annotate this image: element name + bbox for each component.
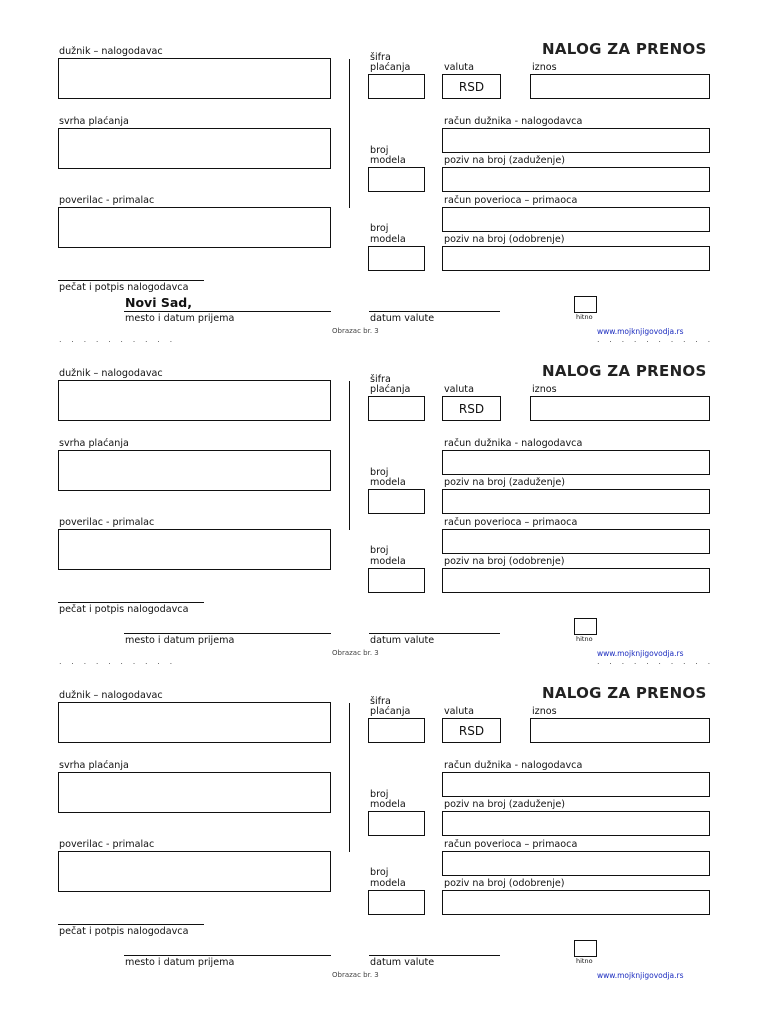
column-divider bbox=[349, 703, 350, 852]
urgent-checkbox[interactable] bbox=[574, 940, 597, 957]
creditor-account-field[interactable] bbox=[442, 207, 710, 232]
debit-model-field[interactable] bbox=[368, 811, 425, 836]
debtor-account-field[interactable] bbox=[442, 128, 710, 153]
payment-code-label-line2: plaćanja bbox=[370, 384, 411, 395]
model-number-label-line2: modela bbox=[370, 477, 406, 488]
urgent-label: hitno bbox=[576, 313, 593, 321]
creditor-account-label: račun poverioca – primaoca bbox=[444, 517, 578, 528]
debit-reference-field[interactable] bbox=[442, 167, 710, 192]
amount-field[interactable] bbox=[530, 74, 710, 99]
value-date-label: datum valute bbox=[370, 635, 435, 646]
value-date-line bbox=[369, 311, 500, 312]
place-date-label: mesto i datum prijema bbox=[125, 957, 235, 968]
urgent-checkbox[interactable] bbox=[574, 618, 597, 635]
payment-code-label-line2: plaćanja bbox=[370, 62, 411, 73]
payment-code-label-line1: šifra bbox=[370, 52, 391, 63]
amount-label: iznos bbox=[532, 384, 557, 395]
city-value: Novi Sad, bbox=[125, 295, 192, 310]
creditor-account-field[interactable] bbox=[442, 851, 710, 876]
signature-line bbox=[58, 924, 204, 925]
place-date-label: mesto i datum prijema bbox=[125, 635, 235, 646]
purpose-field[interactable] bbox=[58, 450, 331, 491]
debtor-label: dužnik – nalogodavac bbox=[59, 46, 163, 57]
urgent-label: hitno bbox=[576, 957, 593, 965]
payment-code-label-line2: plaćanja bbox=[370, 706, 411, 717]
debit-model-field[interactable] bbox=[368, 489, 425, 514]
payment-order-form-1 bbox=[0, 0, 768, 344]
model-number-label-line1: broj bbox=[370, 545, 389, 556]
value-date-label: datum valute bbox=[370, 313, 435, 324]
credit-reference-label: poziv na broj (odobrenje) bbox=[444, 234, 565, 245]
model-number-label-line1: broj bbox=[370, 867, 389, 878]
cut-line-right: . . . . . . . . . . bbox=[597, 657, 714, 666]
model-number-label-line1: broj bbox=[370, 223, 389, 234]
model-number-label-line2: modela bbox=[370, 556, 406, 567]
creditor-field[interactable] bbox=[58, 529, 331, 570]
website-link[interactable]: www.mojknjigovodja.rs bbox=[597, 649, 684, 658]
signature-label: pečat i potpis nalogodavca bbox=[59, 282, 189, 293]
debtor-label: dužnik – nalogodavac bbox=[59, 690, 163, 701]
debtor-field[interactable] bbox=[58, 58, 331, 99]
payment-code-field[interactable] bbox=[368, 396, 425, 421]
form-title: NALOG ZA PRENOS bbox=[542, 362, 707, 380]
form-title: NALOG ZA PRENOS bbox=[542, 684, 707, 702]
credit-model-field[interactable] bbox=[368, 246, 425, 271]
model-number-label-line1: broj bbox=[370, 789, 389, 800]
payment-code-label-line1: šifra bbox=[370, 696, 391, 707]
debtor-account-label: račun dužnika - nalogodavca bbox=[444, 760, 583, 771]
currency-label: valuta bbox=[444, 384, 474, 395]
purpose-label: svrha plaćanja bbox=[59, 438, 129, 449]
debtor-account-label: račun dužnika - nalogodavca bbox=[444, 438, 583, 449]
urgent-checkbox[interactable] bbox=[574, 296, 597, 313]
credit-reference-field[interactable] bbox=[442, 568, 710, 593]
debit-model-field[interactable] bbox=[368, 167, 425, 192]
creditor-account-label: račun poverioca – primaoca bbox=[444, 195, 578, 206]
debit-reference-field[interactable] bbox=[442, 489, 710, 514]
column-divider bbox=[349, 381, 350, 530]
model-number-label-line1: broj bbox=[370, 467, 389, 478]
creditor-field[interactable] bbox=[58, 851, 331, 892]
amount-field[interactable] bbox=[530, 396, 710, 421]
signature-line bbox=[58, 602, 204, 603]
model-number-label-line2: modela bbox=[370, 155, 406, 166]
form-number: Obrazac br. 3 bbox=[332, 649, 379, 657]
amount-field[interactable] bbox=[530, 718, 710, 743]
purpose-field[interactable] bbox=[58, 772, 331, 813]
debit-reference-label: poziv na broj (zaduženje) bbox=[444, 799, 565, 810]
creditor-field[interactable] bbox=[58, 207, 331, 248]
place-date-label: mesto i datum prijema bbox=[125, 313, 235, 324]
debtor-field[interactable] bbox=[58, 380, 331, 421]
model-number-label-line2: modela bbox=[370, 799, 406, 810]
signature-line bbox=[58, 280, 204, 281]
value-date-line bbox=[369, 633, 500, 634]
signature-label: pečat i potpis nalogodavca bbox=[59, 604, 189, 615]
credit-model-field[interactable] bbox=[368, 890, 425, 915]
signature-label: pečat i potpis nalogodavca bbox=[59, 926, 189, 937]
credit-reference-field[interactable] bbox=[442, 890, 710, 915]
debtor-field[interactable] bbox=[58, 702, 331, 743]
payment-code-field[interactable] bbox=[368, 74, 425, 99]
cut-line-right: . . . . . . . . . . bbox=[597, 335, 714, 344]
creditor-account-label: račun poverioca – primaoca bbox=[444, 839, 578, 850]
amount-label: iznos bbox=[532, 706, 557, 717]
currency-field: RSD bbox=[442, 396, 501, 421]
credit-reference-label: poziv na broj (odobrenje) bbox=[444, 556, 565, 567]
column-divider bbox=[349, 59, 350, 208]
form-number: Obrazac br. 3 bbox=[332, 971, 379, 979]
debtor-account-label: račun dužnika - nalogodavca bbox=[444, 116, 583, 127]
creditor-label: poverilac - primalac bbox=[59, 517, 155, 528]
place-date-line bbox=[124, 633, 331, 634]
credit-reference-label: poziv na broj (odobrenje) bbox=[444, 878, 565, 889]
credit-reference-field[interactable] bbox=[442, 246, 710, 271]
payment-code-label-line1: šifra bbox=[370, 374, 391, 385]
credit-model-field[interactable] bbox=[368, 568, 425, 593]
purpose-label: svrha plaćanja bbox=[59, 116, 129, 127]
value-date-label: datum valute bbox=[370, 957, 435, 968]
cut-line-left: . . . . . . . . . . bbox=[59, 335, 176, 344]
cut-line-left: . . . . . . . . . . bbox=[59, 657, 176, 666]
model-number-label-line1: broj bbox=[370, 145, 389, 156]
value-date-line bbox=[369, 955, 500, 956]
model-number-label-line2: modela bbox=[370, 234, 406, 245]
payment-order-form-2 bbox=[0, 322, 768, 666]
debtor-account-field[interactable] bbox=[442, 450, 710, 475]
currency-field: RSD bbox=[442, 74, 501, 99]
currency-field: RSD bbox=[442, 718, 501, 743]
urgent-label: hitno bbox=[576, 635, 593, 643]
debit-reference-label: poziv na broj (zaduženje) bbox=[444, 477, 565, 488]
creditor-label: poverilac - primalac bbox=[59, 839, 155, 850]
form-title: NALOG ZA PRENOS bbox=[542, 40, 707, 58]
amount-label: iznos bbox=[532, 62, 557, 73]
form-number: Obrazac br. 3 bbox=[332, 327, 379, 335]
debit-reference-label: poziv na broj (zaduženje) bbox=[444, 155, 565, 166]
payment-order-form-3 bbox=[0, 644, 768, 980]
creditor-account-field[interactable] bbox=[442, 529, 710, 554]
purpose-field[interactable] bbox=[58, 128, 331, 169]
purpose-label: svrha plaćanja bbox=[59, 760, 129, 771]
place-date-line bbox=[124, 311, 331, 312]
payment-code-field[interactable] bbox=[368, 718, 425, 743]
currency-label: valuta bbox=[444, 706, 474, 717]
debit-reference-field[interactable] bbox=[442, 811, 710, 836]
website-link[interactable]: www.mojknjigovodja.rs bbox=[597, 327, 684, 336]
currency-label: valuta bbox=[444, 62, 474, 73]
creditor-label: poverilac - primalac bbox=[59, 195, 155, 206]
debtor-label: dužnik – nalogodavac bbox=[59, 368, 163, 379]
place-date-line bbox=[124, 955, 331, 956]
debtor-account-field[interactable] bbox=[442, 772, 710, 797]
model-number-label-line2: modela bbox=[370, 878, 406, 889]
website-link[interactable]: www.mojknjigovodja.rs bbox=[597, 971, 684, 980]
